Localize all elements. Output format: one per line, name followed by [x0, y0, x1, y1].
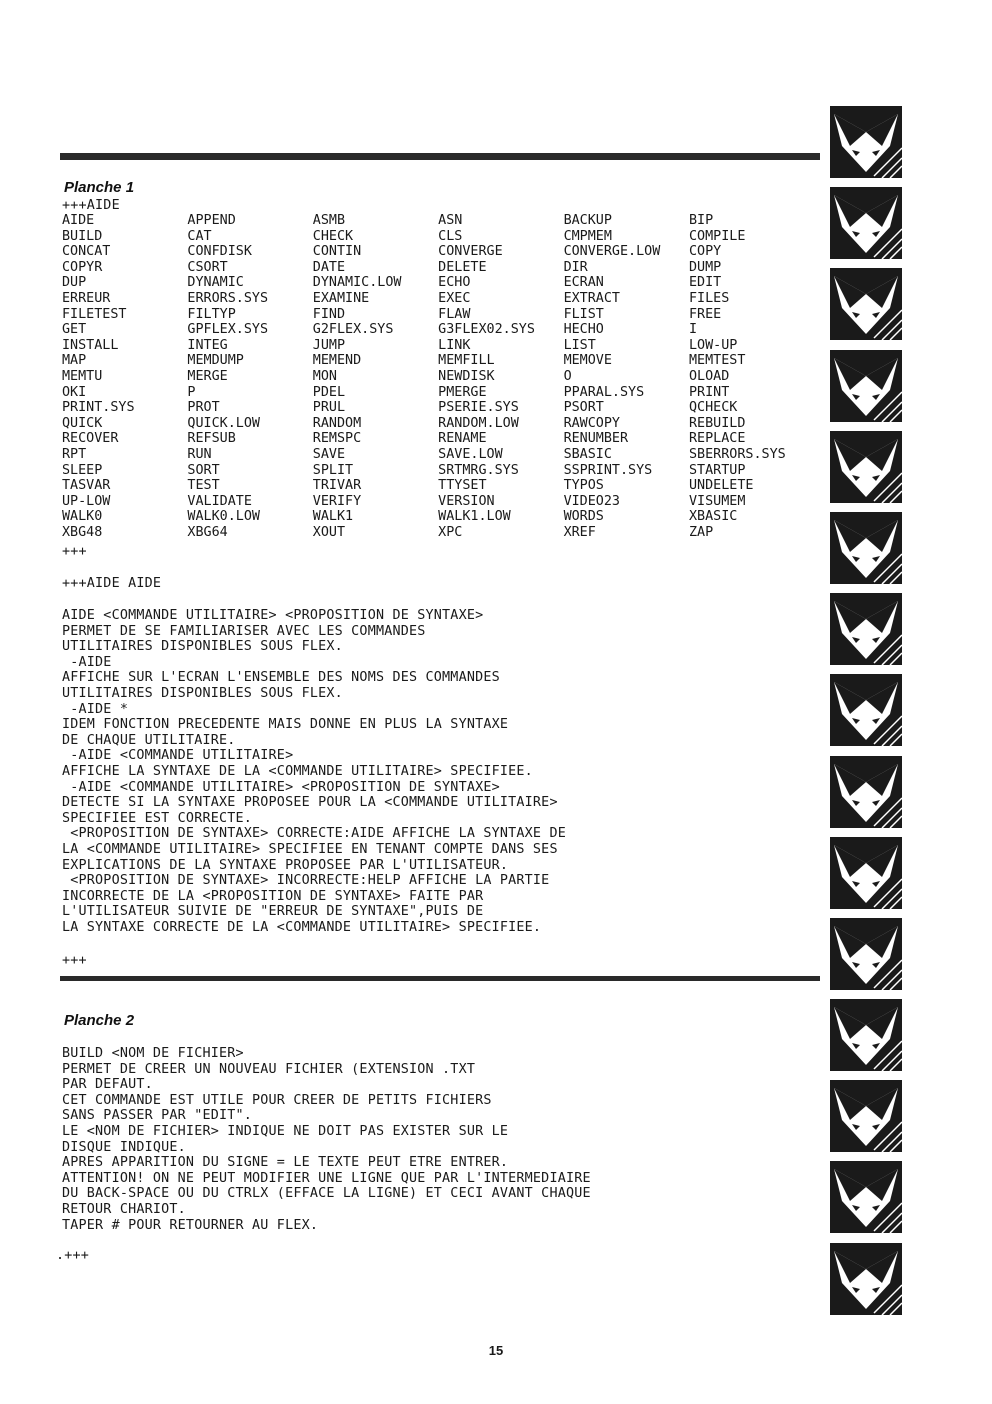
build-description: BUILD <NOM DE FICHIER> PERMET DE CREER UN NOUVEAU FICHIER (EXTENSION .TXT PAR DEFAUT. CET COMMANDE EST UTILE POUR CREER DE PETITS FICHIERS SANS PASSER PAR "EDIT". LE <NOM DE FICHIER> INDIQUE NE DOIT PAS EXISTER SUR LE DISQUE INDIQUE. APRES APPARITION DU SIGNE = LE TEXTE PEUT ETRE ENTRER. ATTENTION! ON NE PEUT MODIFIER UNE LIGNE QUE PAR L'INTERMEDIAIRE DU BACK-SPACE OU DU CTRLX (EFFACE LA LIGNE) ET CECI AVANT CHAQUE RETOUR CHARIOT. TAPER # POUR RETOURNER AU FLEX. [62, 1046, 591, 1233]
command-name: RENUMBER [563, 431, 629, 447]
command-name: HECHO [563, 322, 604, 338]
command-name: WALK0 [62, 509, 103, 525]
fox-head-icon [830, 268, 902, 340]
command-name: ASMB [312, 213, 346, 228]
command-name: LOW-UP [688, 337, 738, 353]
command-name: QUICK.LOW [187, 415, 260, 431]
command-name: OKI [62, 384, 87, 400]
fox-head-icon [830, 1243, 902, 1315]
command-name: ERREUR [62, 290, 111, 306]
command-list [62, 213, 814, 540]
fox-head-icon [830, 756, 902, 828]
command-name: APPEND [187, 213, 236, 228]
fox-head-icon [830, 1080, 902, 1152]
command-name: RPT [62, 446, 87, 462]
command-name: BACKUP [563, 213, 612, 228]
command-name: PMERGE [438, 384, 487, 400]
command-name: CHECK [312, 228, 354, 244]
command-name: FLIST [563, 306, 604, 322]
command-name: WALK1.LOW [438, 509, 511, 525]
fox-head-icon [830, 837, 902, 909]
command-name: ECRAN [563, 275, 604, 291]
command-name: CONTIN [312, 244, 362, 260]
command-name: VERIFY [312, 493, 362, 509]
command-name: PRINT.SYS [62, 400, 135, 416]
command-name: MEMFILL [438, 353, 495, 369]
command-name: RANDOM [312, 415, 362, 431]
command-name: COPYR [62, 259, 103, 275]
command-name: FILETEST [62, 306, 127, 322]
command-name: PSORT [563, 400, 604, 416]
aide-end-mark: +++ [62, 953, 87, 968]
fox-head-icon [830, 106, 902, 178]
command-name: PRINT [688, 384, 730, 400]
command-name: RUN [187, 446, 212, 462]
command-name: FLAW [438, 306, 471, 322]
fox-logo-strip [830, 106, 902, 1324]
command-name: SORT [187, 462, 220, 478]
command-name: WALK0.LOW [187, 509, 260, 525]
command-name: MEMOVE [563, 353, 612, 369]
command-name: DELETE [438, 259, 487, 275]
command-name: INSTALL [62, 337, 119, 353]
command-name: ZAP [688, 524, 714, 540]
command-name: DATE [312, 259, 346, 275]
command-name: DYNAMIC.LOW [312, 275, 402, 291]
command-name: BIP [688, 213, 714, 228]
command-name: FILES [688, 290, 730, 306]
command-name: CLS [438, 228, 463, 244]
fox-head-icon [830, 350, 902, 422]
fox-head-icon [830, 512, 902, 584]
command-name: XBG48 [62, 524, 103, 540]
command-name: CONFDISK [187, 244, 252, 260]
command-name: STARTUP [688, 462, 746, 478]
command-name: XBASIC [688, 509, 738, 525]
command-name: MERGE [187, 368, 228, 384]
command-name: COMPILE [688, 228, 746, 244]
command-name: DYNAMIC [187, 275, 244, 291]
command-name: XREF [563, 524, 596, 540]
command-name: WALK1 [312, 509, 354, 525]
command-name: EDIT [688, 275, 722, 291]
command-name: UNDELETE [688, 478, 754, 494]
command-name: PRUL [312, 400, 346, 416]
command-name: FILTYP [187, 306, 236, 322]
fox-head-icon [830, 593, 902, 665]
command-name: ASN [438, 213, 463, 228]
command-list-end-mark: +++ [62, 544, 87, 559]
command-name: MEMTU [62, 368, 103, 384]
command-name: G2FLEX.SYS [312, 322, 394, 338]
command-name: PSERIE.SYS [438, 400, 519, 416]
command-name: GPFLEX.SYS [187, 322, 269, 338]
fox-head-icon [830, 187, 902, 259]
fox-head-icon [830, 1161, 902, 1233]
command-name: REPLACE [688, 431, 746, 447]
command-name: VISUMEM [688, 493, 746, 509]
command-name: P [187, 384, 196, 400]
command-name: PDEL [312, 384, 346, 400]
command-name: PROT [187, 400, 220, 416]
command-name: TEST [187, 478, 220, 494]
command-name: MEMDUMP [187, 353, 244, 369]
command-name: EXEC [438, 290, 471, 306]
command-name: LIST [563, 337, 596, 353]
command-name: QCHECK [688, 400, 738, 416]
command-name: XPC [438, 524, 463, 540]
command-name: INTEG [187, 337, 228, 353]
command-name: RENAME [438, 431, 487, 447]
command-name: BUILD [62, 228, 103, 244]
command-name: REMSPC [312, 431, 362, 447]
aide-prompt: +++AIDE [62, 198, 120, 213]
command-name: XOUT [312, 524, 346, 540]
top-rule [60, 153, 820, 160]
command-name: NEWDISK [438, 368, 495, 384]
command-name: G3FLEX02.SYS [438, 322, 535, 338]
command-name: O [563, 368, 572, 384]
command-name: EXAMINE [312, 290, 370, 306]
command-name: MAP [62, 353, 87, 369]
command-name: TASVAR [62, 478, 111, 494]
fox-head-icon [830, 918, 902, 990]
command-name: CSORT [187, 259, 228, 275]
fox-head-icon [830, 674, 902, 746]
command-name: EXTRACT [563, 290, 620, 306]
command-name: TYPOS [563, 478, 604, 494]
command-name: MEMEND [312, 353, 362, 369]
aide-description: AIDE <COMMANDE UTILITAIRE> <PROPOSITION DE SYNTAXE> PERMET DE SE FAMILIARISER AVEC LES COMMANDES UTILITAIRES DISPONIBLES SOUS FLEX. -AIDE AFFICHE SUR L'ECRAN L'ENSEMBLE DES NOMS DES COMMANDES UTILITAIRES DISPONIBLES SOUS FLEX. -AIDE * IDEM FONCTION PRECEDENTE MAIS DONNE EN PLUS LA SYNTAXE DE CHAQUE UTILITAIRE. -AIDE <COMMANDE UTILITAIRE> AFFICHE LA SYNTAXE DE LA <COMMANDE UTILITAIRE> SPECIFIEE. -AIDE <COMMANDE UTILITAIRE> <PROPOSITION DE SYNTAXE> DETECTE SI LA SYNTAXE PROPOSEE POUR LA <COMMANDE UTILITAIRE> SPECIFIEE EST CORRECTE. <PROPOSITION DE SYNTAXE> CORRECTE:AIDE AFFICHE LA SYNTAXE DE LA <COMMANDE UTILITAIRE> SPECIFIEE EN TENANT COMPTE DANS SES EXPLICATIONS DE LA SYNTAXE PROPOSEE PAR L'UTILISATEUR. <PROPOSITION DE SYNTAXE> INCORRECTE:HELP AFFICHE LA PARTIE INCORRECTE DE LA <PROPOSITION DE SYNTAXE> FAITE PAR L'UTILISATEUR SUIVIE DE "ERREUR DE SYNTAXE",PUIS DE LA SYNTAXE CORRECTE DE LA <COMMANDE UTILITAIRE> SPECIFIEE. [62, 608, 566, 935]
command-name: AIDE [62, 213, 95, 228]
planche-1-heading: Planche 1 [64, 179, 135, 196]
command-name: MEMTEST [688, 353, 746, 369]
command-name: MON [312, 368, 337, 384]
planche-2-heading: Planche 2 [64, 1012, 135, 1029]
command-name: REBUILD [688, 415, 746, 431]
command-name: FREE [688, 306, 722, 322]
command-name: OLOAD [688, 368, 730, 384]
command-name: VIDEO23 [563, 493, 620, 509]
aide-aide-prompt: +++AIDE AIDE [62, 576, 162, 591]
command-name: DUMP [688, 259, 722, 275]
command-name: VERSION [438, 493, 495, 509]
command-name: SBASIC [563, 446, 612, 462]
command-name: RANDOM.LOW [438, 415, 519, 431]
command-name: SPLIT [312, 462, 354, 478]
command-name: PPARAL.SYS [563, 384, 645, 400]
command-name: DUP [62, 275, 87, 291]
command-name: TRIVAR [312, 478, 362, 494]
page-number: 15 [488, 1343, 504, 1358]
command-name: LINK [438, 337, 471, 353]
command-name: RECOVER [62, 431, 119, 447]
command-name: COPY [688, 244, 722, 260]
command-name: CONCAT [62, 244, 111, 260]
command-name: FIND [312, 306, 346, 322]
command-name: GET [62, 322, 87, 338]
command-name: CMPMEM [563, 228, 612, 244]
command-name: SBERRORS.SYS [688, 446, 786, 462]
command-name: CONVERGE.LOW [563, 244, 661, 260]
command-name: XBG64 [187, 524, 228, 540]
command-name: SAVE [312, 446, 346, 462]
command-name: DIR [563, 259, 588, 275]
command-name: CAT [187, 228, 212, 244]
command-name: VALIDATE [187, 493, 252, 509]
command-name: WORDS [563, 509, 604, 525]
command-name: RAWCOPY [563, 415, 620, 431]
command-name: QUICK [62, 415, 103, 431]
command-name: SLEEP [62, 462, 103, 478]
command-name: TTYSET [438, 478, 487, 494]
command-name: ERRORS.SYS [187, 290, 269, 306]
command-name: ECHO [438, 275, 471, 291]
command-name: REFSUB [187, 431, 236, 447]
command-name: SAVE.LOW [438, 446, 503, 462]
command-name: JUMP [312, 337, 346, 353]
fox-head-icon [830, 431, 902, 503]
command-name: SRTMRG.SYS [438, 462, 519, 478]
command-name: CONVERGE [438, 244, 503, 260]
section-rule [60, 976, 820, 981]
fox-head-icon [830, 999, 902, 1071]
build-end-mark: .+++ [56, 1248, 90, 1263]
command-name: SSPRINT.SYS [563, 462, 653, 478]
command-name: UP-LOW [62, 493, 111, 509]
command-name: I [688, 322, 698, 338]
